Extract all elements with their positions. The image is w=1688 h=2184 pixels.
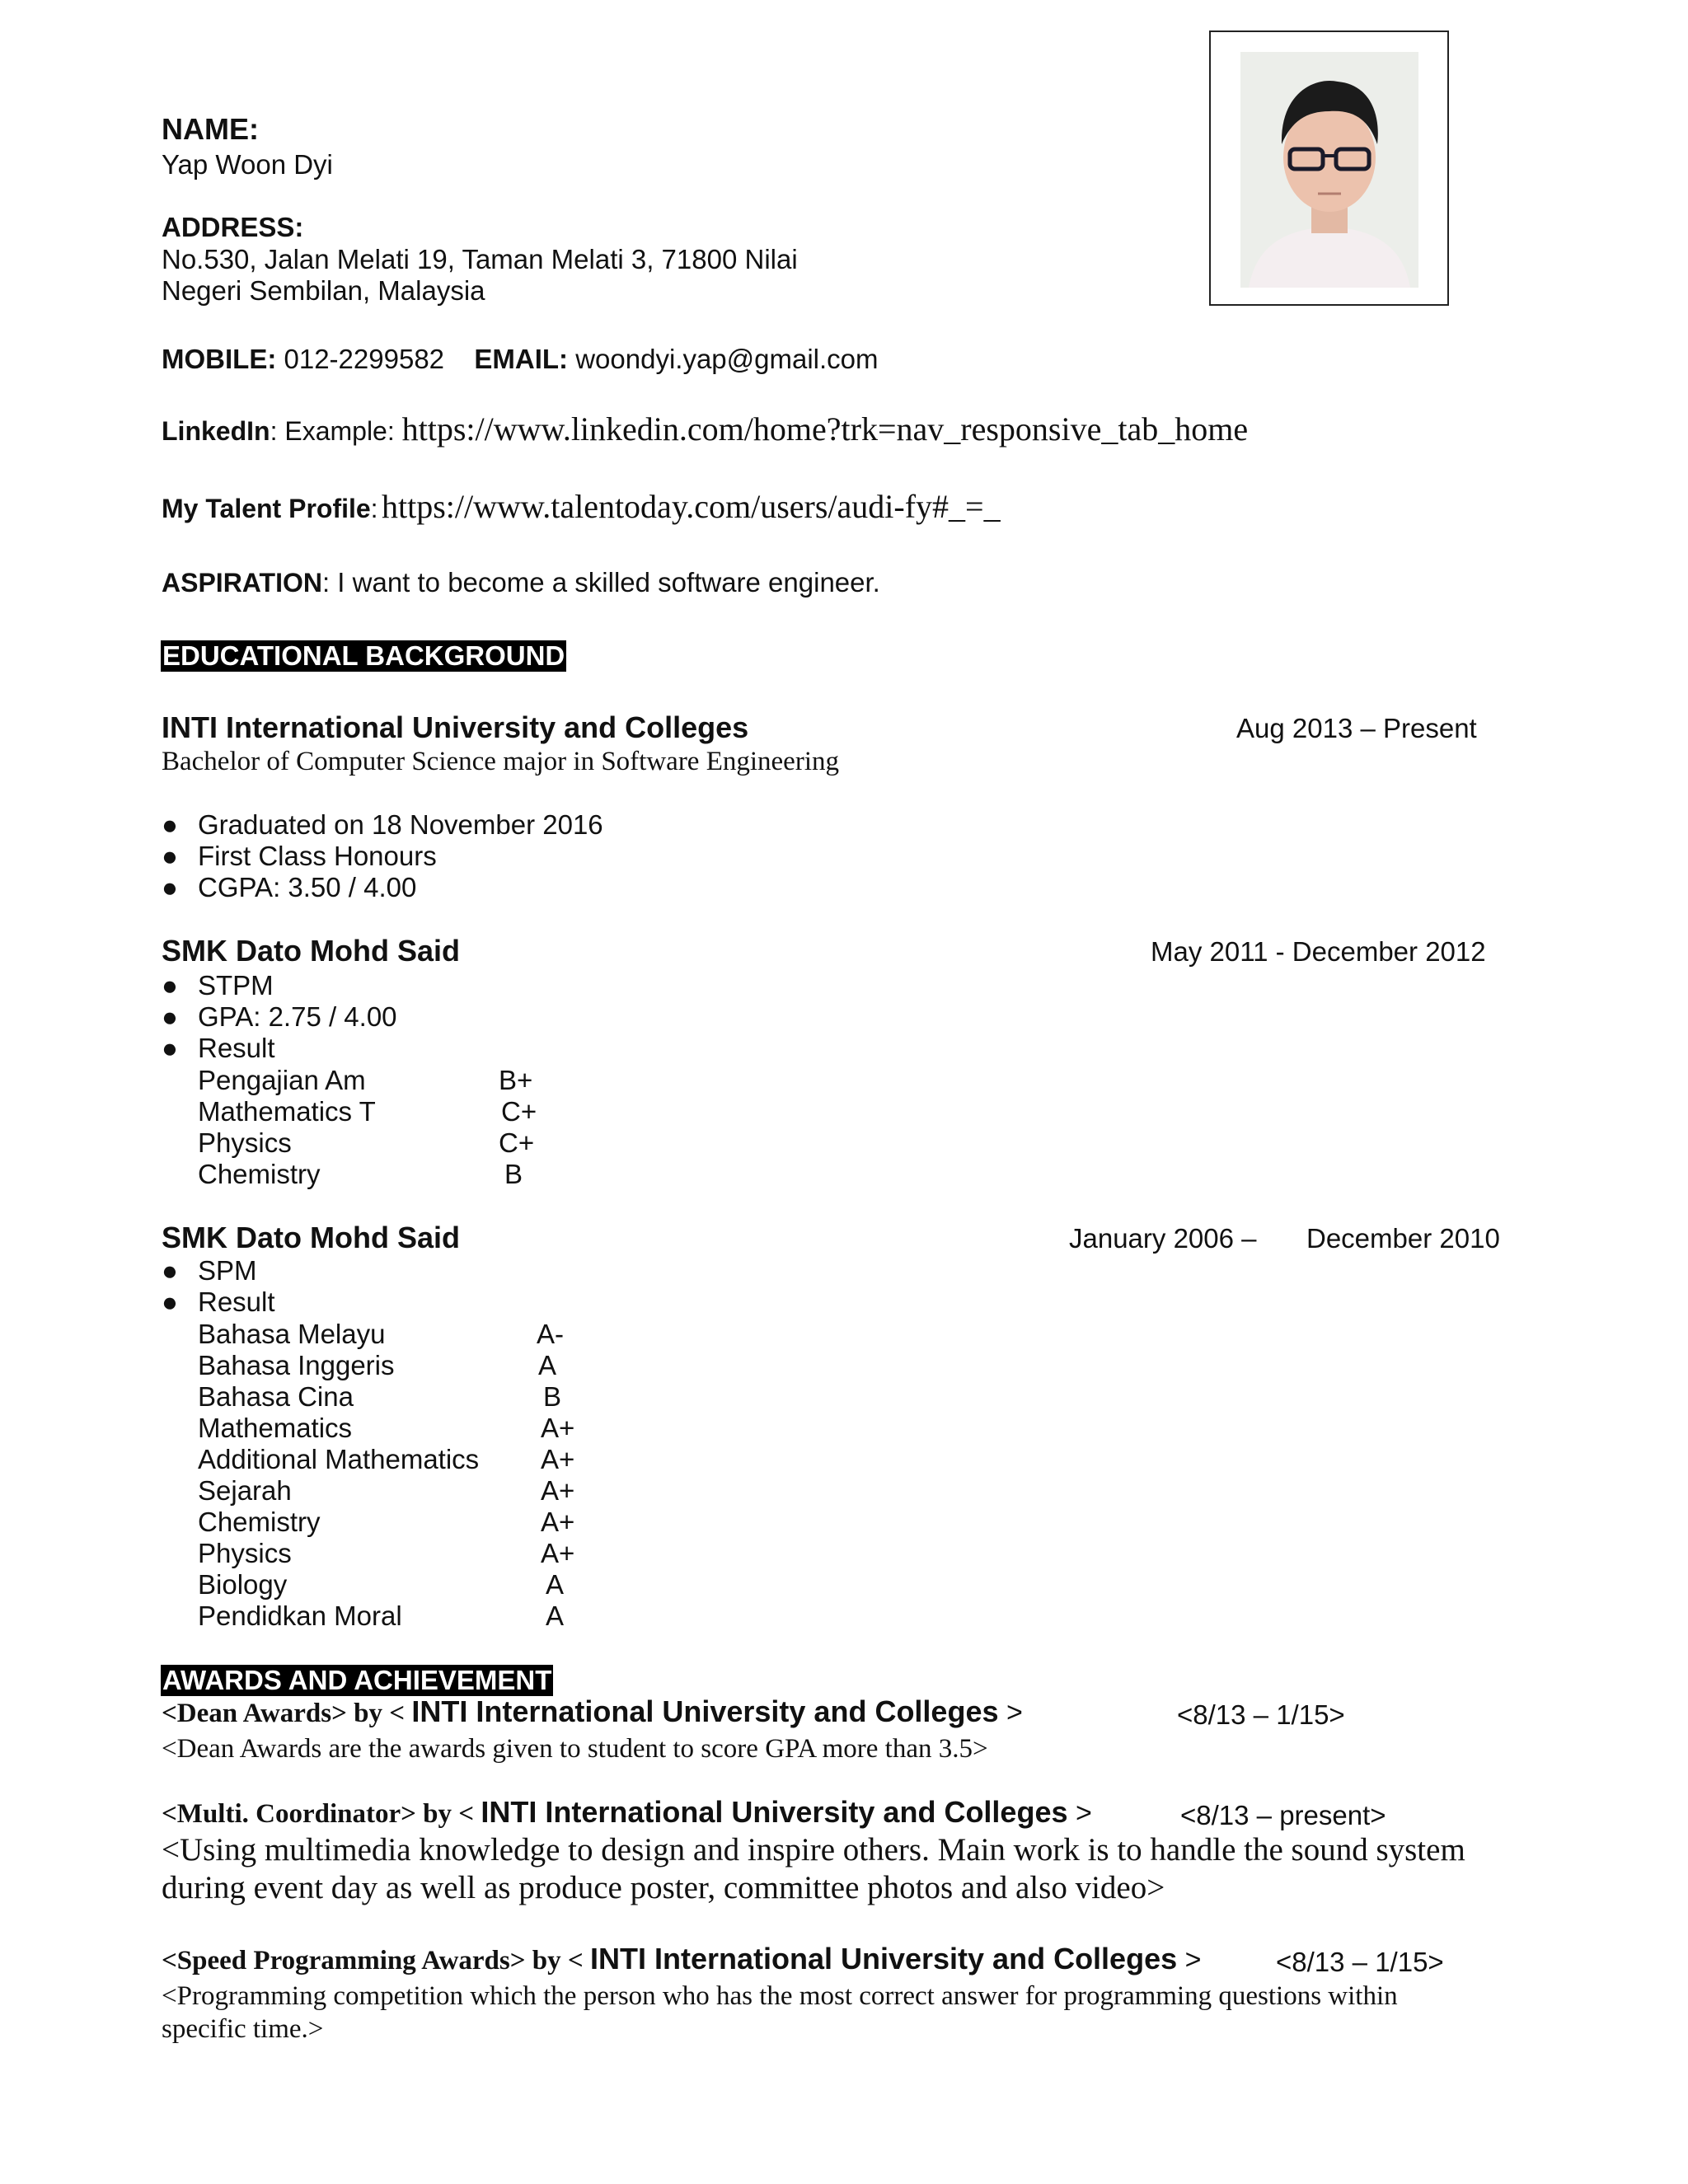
award-org: INTI International University and Colleges	[481, 1795, 1068, 1829]
award-org-close: >	[1067, 1797, 1092, 1829]
result-grade: A+	[541, 1507, 575, 1537]
talent-profile-label: My Talent Profile	[162, 494, 371, 523]
result-grade: A	[538, 1350, 557, 1380]
result-subject: Pendidkan Moral	[198, 1601, 402, 1631]
email-value[interactable]: woondyi.yap@gmail.com	[575, 344, 879, 374]
award-description-line-1: <Programming competition which the person who has the most correct answer for programming questions within	[162, 1981, 1398, 2011]
bullet-icon: ●	[162, 1033, 178, 1063]
list-item: STPM	[198, 970, 274, 1001]
name-label: NAME:	[162, 112, 259, 146]
inti-date: Aug 2013 – Present	[1236, 713, 1477, 743]
result-subject: Mathematics	[198, 1413, 353, 1443]
result-grade: A	[546, 1569, 565, 1600]
result-grade: B	[543, 1381, 562, 1412]
address-line-2: Negeri Sembilan, Malaysia	[162, 275, 485, 306]
bullet-icon: ●	[162, 970, 178, 1001]
list-item: Graduated on 18 November 2016	[198, 809, 603, 840]
result-grade: A+	[541, 1538, 575, 1568]
result-grade: A-	[537, 1319, 564, 1349]
bullet-icon: ●	[162, 872, 178, 902]
list-item: Result	[198, 1033, 275, 1063]
result-subject: Pengajian Am	[198, 1065, 366, 1095]
result-grade: C+	[499, 1127, 535, 1158]
list-item: GPA: 2.75 / 4.00	[198, 1001, 397, 1032]
award-title: <Multi. Coordinator> by <	[162, 1799, 481, 1829]
result-subject: Chemistry	[198, 1159, 321, 1189]
award-title-speed-programming	[162, 1942, 1201, 1976]
award-date: <8/13 – present>	[1180, 1800, 1386, 1830]
spm-date-start: January 2006 –	[1069, 1223, 1257, 1254]
contact-line	[162, 344, 879, 375]
award-title: <Speed Programming Awards> by <	[162, 1946, 590, 1975]
result-subject: Physics	[198, 1538, 292, 1568]
award-description-line-2: during event day as well as produce poster, committee photos and also video>	[162, 1870, 1165, 1905]
award-title: <Dean Awards> by <	[162, 1699, 412, 1728]
result-subject: Mathematics T	[198, 1096, 376, 1127]
list-item: SPM	[198, 1255, 257, 1286]
bullet-icon: ●	[162, 1001, 178, 1032]
profile-photo	[1240, 52, 1418, 288]
result-grade: B	[504, 1159, 523, 1189]
award-org: INTI International University and Colleges	[589, 1942, 1178, 1975]
bullet-icon: ●	[162, 1255, 178, 1286]
profile-photo-frame	[1209, 30, 1449, 306]
result-subject: Bahasa Cina	[198, 1381, 354, 1412]
linkedin-url[interactable]: https://www.linkedin.com/home?trk=nav_responsive_tab_home	[401, 410, 1249, 448]
linkedin-line	[162, 410, 1248, 448]
education-heading: EDUCATIONAL BACKGROUND	[162, 640, 565, 671]
list-item: CGPA: 3.50 / 4.00	[198, 872, 417, 902]
mobile-value: 012-2299582	[284, 344, 445, 374]
result-grade: A+	[541, 1444, 575, 1474]
result-subject: Additional Mathematics	[198, 1444, 480, 1474]
address-line-1: No.530, Jalan Melati 19, Taman Melati 3, 71800 Nilai	[162, 244, 798, 274]
spm-date-end: December 2010	[1306, 1223, 1500, 1254]
award-date: <8/13 – 1/15>	[1276, 1947, 1444, 1977]
stpm-date: May 2011 - December 2012	[1151, 936, 1486, 967]
result-subject: Bahasa Inggeris	[198, 1350, 395, 1380]
result-subject: Physics	[198, 1127, 292, 1158]
linkedin-prefix: : Example:	[270, 416, 402, 446]
award-org-close: >	[1177, 1944, 1202, 1975]
aspiration-line	[162, 567, 880, 598]
award-org: INTI International University and Colleges	[411, 1694, 999, 1728]
result-subject: Biology	[198, 1569, 288, 1600]
inti-name: INTI International University and Colleges	[162, 710, 749, 744]
list-item: Result	[198, 1286, 275, 1317]
award-description-line-2: specific time.>	[162, 2014, 324, 2044]
result-subject: Sejarah	[198, 1475, 292, 1506]
email-label: EMAIL:	[474, 344, 569, 374]
result-subject: Chemistry	[198, 1507, 321, 1537]
aspiration-value: : I want to become a skilled software engineer.	[321, 567, 880, 598]
list-item: First Class Honours	[198, 841, 437, 871]
award-org-close: >	[998, 1697, 1023, 1728]
award-description: <Dean Awards are the awards given to student to score GPA more than 3.5>	[162, 1734, 988, 1764]
award-description-line-1: <Using multimedia knowledge to design and inspire others. Main work is to handle the sound system	[162, 1832, 1465, 1868]
bullet-icon: ●	[162, 1286, 178, 1317]
result-subject: Bahasa Melayu	[198, 1319, 386, 1349]
spm-school-name: SMK Dato Mohd Said	[162, 1221, 460, 1254]
result-grade: A+	[541, 1413, 575, 1443]
result-grade: A	[546, 1601, 565, 1631]
aspiration-label: ASPIRATION	[162, 568, 322, 598]
award-date: <8/13 – 1/15>	[1177, 1699, 1345, 1730]
inti-degree: Bachelor of Computer Science major in Software Engineering	[162, 747, 839, 776]
award-title-multimedia	[162, 1795, 1092, 1830]
linkedin-label: LinkedIn	[162, 416, 270, 446]
awards-heading: AWARDS AND ACHIEVEMENT	[162, 1665, 552, 1695]
award-title-dean	[162, 1694, 1023, 1729]
stpm-school-name: SMK Dato Mohd Said	[162, 934, 460, 968]
name-value: Yap Woon Dyi	[162, 149, 333, 180]
bullet-icon: ●	[162, 841, 178, 871]
person-portrait-icon	[1240, 52, 1418, 288]
result-grade: B+	[499, 1065, 533, 1095]
bullet-icon: ●	[162, 809, 178, 840]
mobile-label: MOBILE:	[162, 344, 277, 374]
talent-profile-line: My Talent Profile: https://www.talentoday.com/users/audi-fy#_=_	[162, 488, 1001, 525]
address-label: ADDRESS:	[162, 212, 304, 242]
talent-profile-url[interactable]: https://www.talentoday.com/users/audi-fy#_=_	[382, 488, 1001, 525]
result-grade: C+	[501, 1096, 537, 1127]
result-grade: A+	[541, 1475, 575, 1506]
